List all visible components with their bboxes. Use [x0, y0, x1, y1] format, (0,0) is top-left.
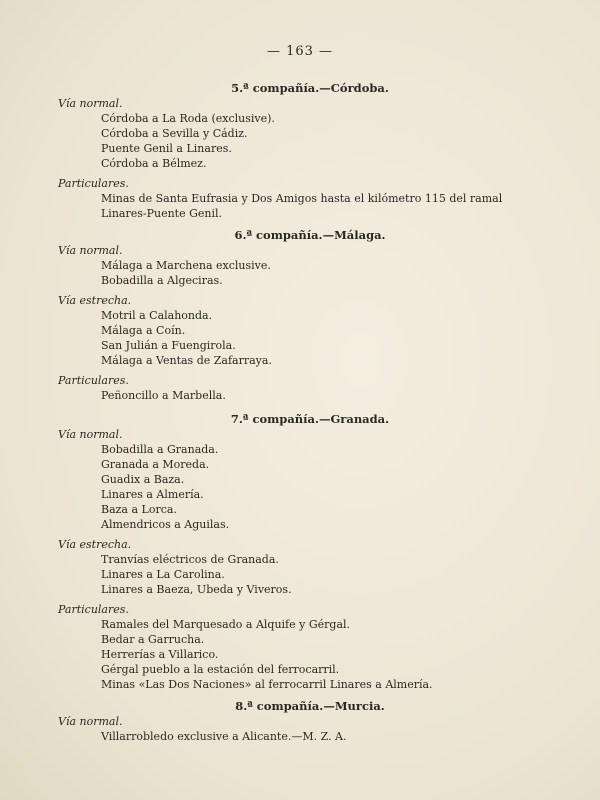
- section-heading: 6.ª compañía.—Málaga.: [234, 228, 386, 242]
- route-item: Ramales del Marquesado a Alquife y Gérgal.: [101, 618, 351, 631]
- route-item: Tranvías eléctricos de Granada.: [101, 553, 279, 566]
- route-item: Linares a Almería.: [101, 488, 204, 501]
- category-label: Particulares.: [58, 374, 129, 387]
- category-label: Vía estrecha.: [58, 538, 132, 551]
- section-murcia: [0, 698, 600, 744]
- category-label: Vía normal.: [58, 244, 123, 257]
- category-label: Particulares.: [58, 177, 129, 190]
- route-item: Bobadilla a Granada.: [101, 443, 219, 456]
- route-item: Málaga a Marchena exclusive.: [101, 259, 271, 272]
- section-heading: 5.ª compañía.—Córdoba.: [231, 81, 389, 95]
- route-item: Gérgal pueblo a la estación del ferrocarril.: [101, 663, 340, 676]
- route-item: Baza a Lorca.: [101, 503, 177, 516]
- section-malaga: [0, 227, 600, 411]
- route-item: Málaga a Ventas de Zafarraya.: [101, 354, 272, 367]
- route-item: Bedar a Garrucha.: [101, 633, 205, 646]
- route-item: Puente Genil a Linares.: [101, 142, 232, 155]
- category-label: Vía normal.: [58, 715, 123, 728]
- route-item: Granada a Moreda.: [101, 458, 210, 471]
- route-item: Málaga a Coín.: [101, 324, 186, 337]
- route-item: Bobadilla a Algeciras.: [101, 274, 223, 287]
- route-item: Motril a Calahonda.: [101, 309, 213, 322]
- section-cordoba: [0, 80, 600, 227]
- route-item: Peñoncillo a Marbella.: [101, 389, 226, 402]
- route-item: Linares a Baeza, Ubeda y Viveros.: [101, 583, 292, 596]
- route-item: Guadix a Baza.: [101, 473, 185, 486]
- category-label: Vía normal.: [58, 97, 123, 110]
- route-item: Minas «Las Dos Naciones» al ferrocarril Linares a Almería.: [101, 678, 433, 691]
- section-heading: 8.ª compañía.—Murcia.: [235, 699, 385, 713]
- route-item: Herrerías a Villarico.: [101, 648, 219, 661]
- category-label: Vía normal.: [58, 428, 123, 441]
- route-item: Córdoba a Bélmez.: [101, 157, 207, 170]
- category-label: Vía estrecha.: [58, 294, 132, 307]
- page-content: [0, 80, 600, 744]
- route-item: Villarrobledo exclusive a Alicante.—M. Z. A.: [101, 730, 347, 743]
- route-item: Minas de Santa Eufrasia y Dos Amigos hasta el kilómetro 115 del ramal Linares-Puente Genil.: [101, 192, 503, 220]
- route-item: Córdoba a La Roda (exclusive).: [101, 112, 275, 125]
- category-label: Particulares.: [58, 603, 129, 616]
- route-item: Córdoba a Sevilla y Cádiz.: [101, 127, 248, 140]
- route-item: San Julián a Fuengirola.: [101, 339, 236, 352]
- page-number: — 163 —: [266, 44, 334, 59]
- route-item: Almendricos a Aguilas.: [101, 518, 230, 531]
- route-item: Linares a La Carolina.: [101, 568, 225, 581]
- section-granada: [0, 411, 600, 698]
- section-heading: 7.ª compañía.—Granada.: [230, 412, 390, 426]
